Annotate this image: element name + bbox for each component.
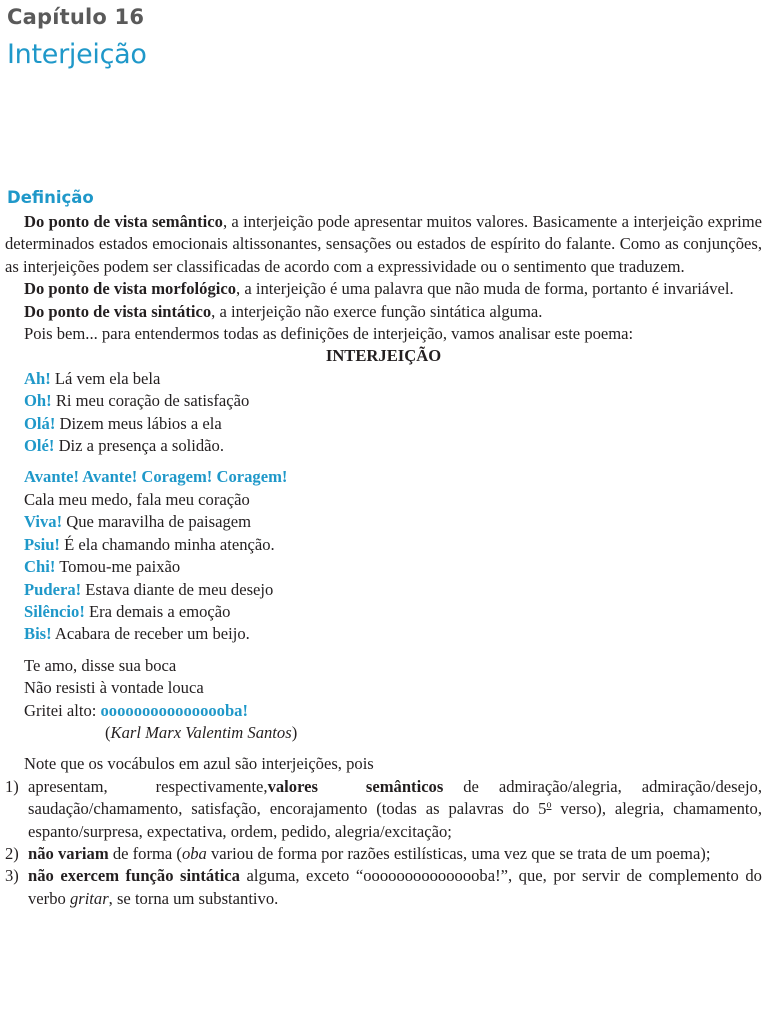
poem-line xyxy=(24,435,762,457)
chapter-title: Interjeição xyxy=(7,39,147,70)
poem-line xyxy=(24,601,762,623)
note-italic: oba xyxy=(181,843,207,863)
interjection: Pudera! xyxy=(24,579,82,599)
note-rest-2: verso), alegria, chamamento, espanto/surpresa, expectativa, ordem, pedido, alegria/excitação; xyxy=(28,799,762,841)
morphological-lead: Do ponto de vista morfológico xyxy=(24,279,237,299)
poem-line-text: Tomou-me paixão xyxy=(55,557,181,577)
poem-stanza-2 xyxy=(5,466,762,645)
poem-line xyxy=(24,655,762,677)
notes-intro: Note que os vocábulos em azul são interjeições, pois xyxy=(24,754,374,774)
interjection: Olá! xyxy=(24,413,56,433)
poem-line xyxy=(24,413,762,435)
poem-author: (Karl Marx Valentim Santos) xyxy=(105,722,298,742)
paragraph-morphological xyxy=(5,278,762,300)
poem-line-text: Lá vem ela bela xyxy=(50,368,161,388)
note-rest: de forma ( xyxy=(108,843,182,863)
poem-line xyxy=(24,700,762,722)
syntactic-lead: Do ponto de vista sintático xyxy=(24,301,212,321)
note-text xyxy=(28,865,762,910)
poem-line-text: Diz a presença a solidão. xyxy=(54,436,224,456)
semantic-text: , a interjeição pode apresentar muitos valores. Basicamente a interjeição exprime determinados estados emocionais altissonantes, sensações ou estados de espírito do falante. Como as conjunções, as interjeições podem ser classificadas de acordo com a expressividade ou o sentimento que traduzem. xyxy=(5,212,762,276)
interjection: Psiu! xyxy=(24,534,60,554)
poem-line xyxy=(24,677,762,699)
interjection: Ah! xyxy=(24,368,51,388)
document-body xyxy=(5,211,762,910)
interjection: Viva! xyxy=(24,512,63,532)
note-lead: apresentam, respectivamente, xyxy=(28,776,268,796)
interjection: Avante! Avante! Coragem! Coragem! xyxy=(24,467,288,487)
poem-line xyxy=(24,623,762,645)
poem-line xyxy=(24,534,762,556)
poem-line-text: Cala meu medo, fala meu coração xyxy=(24,489,250,509)
morphological-text: , a interjeição é uma palavra que não muda de forma, portanto é invariável. xyxy=(236,279,734,299)
paragraph-semantic xyxy=(5,211,762,278)
note-text xyxy=(28,776,762,843)
author-name: Karl Marx Valentim Santos xyxy=(110,722,292,742)
poem-line xyxy=(24,556,762,578)
chapter-number: Capítulo 16 xyxy=(7,5,145,29)
poem-stanza-3 xyxy=(5,655,762,745)
interjection: Olé! xyxy=(24,436,55,456)
interjection: Oh! xyxy=(24,391,52,411)
poem-line xyxy=(24,579,762,601)
section-heading: Definição xyxy=(7,188,94,207)
poem-line xyxy=(24,368,762,390)
note-bold: valores semânticos xyxy=(267,776,444,796)
syntactic-text: , a interjeição não exerce função sintática alguma. xyxy=(211,301,543,321)
poem-stanza-1 xyxy=(5,368,762,458)
poem-line xyxy=(24,511,762,533)
poem-line-text: Te amo, disse sua boca xyxy=(24,655,177,675)
interjection: Chi! xyxy=(24,557,56,577)
note-rest: alguma, exceto “ooooooooooooooba!”, que, por servir de complemento do verbo xyxy=(28,866,762,908)
list-number: 3) xyxy=(5,866,19,886)
poem-line-text: Ri meu coração de satisfação xyxy=(51,391,250,411)
list-number: 1) xyxy=(5,776,19,796)
note-item-1 xyxy=(5,776,762,843)
poem-line-text: Não resisti à vontade louca xyxy=(24,678,204,698)
semantic-lead: Do ponto de vista semântico xyxy=(24,212,223,231)
interjection: Silêncio! xyxy=(24,601,85,621)
note-italic: gritar xyxy=(69,888,109,908)
note-rest: de admiração/alegria, admiração/desejo, saudação/chamamento, satisfação, encorajamento (todas as palavras do 5 xyxy=(28,776,762,819)
poem-line xyxy=(24,489,762,511)
interjection: oooooooooooooooba! xyxy=(100,700,249,720)
note-bold: não exercem função sintática xyxy=(28,866,240,886)
poem-line-text: Dizem meus lábios a ela xyxy=(55,413,222,433)
poem-line-text: Que maravilha de paisagem xyxy=(62,512,252,532)
ordinal-marker: o xyxy=(546,799,552,811)
note-item-2 xyxy=(5,843,762,865)
note-bold: não variam xyxy=(28,843,109,863)
poem-line xyxy=(24,390,762,412)
note-rest-2: , se torna um substantivo. xyxy=(108,888,279,908)
paragraph-syntactic xyxy=(5,301,762,323)
note-item-3 xyxy=(5,865,762,910)
list-number: 2) xyxy=(5,843,19,863)
note-rest-2: variou de forma por razões estilísticas, uma vez que se trata de um poema); xyxy=(206,843,711,863)
poem-line-text: É ela chamando minha atenção. xyxy=(59,534,275,554)
interjection: Bis! xyxy=(24,624,52,644)
paragraph-intro-poem: Pois bem... para entendermos todas as definições de interjeição, vamos analisar este poema: xyxy=(24,324,634,344)
poem-line-text: Acabara de receber um beijo. xyxy=(51,624,250,644)
poem-line xyxy=(24,466,762,488)
note-text xyxy=(28,843,762,865)
poem-title: INTERJEIÇÃO xyxy=(325,346,442,366)
poem-line-text: Estava diante de meu desejo xyxy=(81,579,274,599)
poem-line-prefix: Gritei alto: xyxy=(24,700,101,720)
poem-line-text: Era demais a emoção xyxy=(84,601,231,621)
